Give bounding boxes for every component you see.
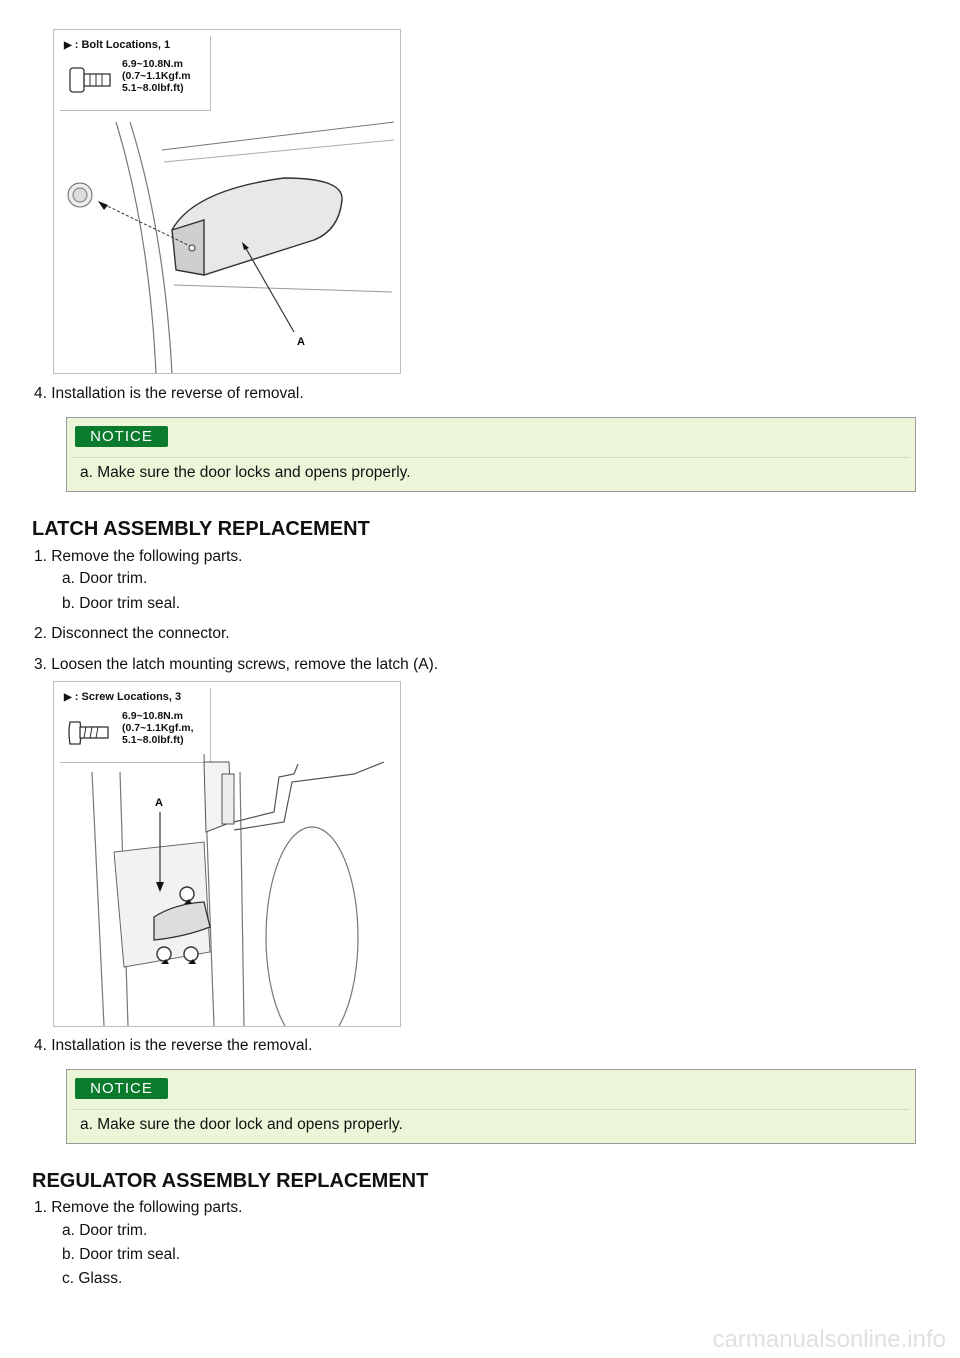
divider <box>73 1109 909 1110</box>
divider <box>73 457 909 458</box>
step-2: 2. Disconnect the connector. <box>34 625 230 642</box>
section-title-regulator: REGULATOR ASSEMBLY REPLACEMENT <box>32 1170 429 1192</box>
bolt-arrow-icon <box>98 201 108 210</box>
callout-a: A <box>155 797 163 809</box>
triangle-marker-icon: ▶ <box>64 692 72 703</box>
list-item: a. Door trim. <box>62 1222 148 1239</box>
torque-spec: 6.9~10.8N.m (0.7~1.1Kgf.m 5.1~8.0lbf.ft) <box>122 58 191 94</box>
step-3: 3. Loosen the latch mounting screws, remove the latch (A). <box>34 656 439 673</box>
step-4: 4. Installation is the reverse the removal. <box>34 1037 313 1054</box>
screw-location-figure <box>53 681 401 1027</box>
notice-box <box>66 417 916 492</box>
list-item: a. Door trim. <box>62 570 148 587</box>
torque-spec: 6.9~10.8N.m (0.7~1.1Kgf.m, 5.1~8.0lbf.ft) <box>122 710 194 746</box>
notice-badge: NOTICE <box>75 1078 168 1099</box>
latch-drawing <box>54 682 400 1026</box>
list-item: b. Door trim seal. <box>62 595 181 612</box>
notice-badge: NOTICE <box>75 426 168 447</box>
bolt-location-figure <box>53 29 401 374</box>
step-1: 1. Remove the following parts. <box>34 1199 243 1216</box>
list-item: c. Glass. <box>62 1270 123 1287</box>
watermark: carmanualsonline.info <box>712 1326 946 1353</box>
notice-text: a. Make sure the door locks and opens properly. <box>80 464 411 481</box>
step-1: 1. Remove the following parts. <box>34 548 243 565</box>
list-item: b. Door trim seal. <box>62 1246 181 1263</box>
step-4: 4. Installation is the reverse of removal. <box>34 385 304 402</box>
notice-text: a. Make sure the door lock and opens properly. <box>80 1116 403 1133</box>
door-handle-drawing <box>54 30 400 373</box>
callout-a: A <box>297 336 305 348</box>
section-title-latch: LATCH ASSEMBLY REPLACEMENT <box>32 518 370 540</box>
legend-title: : Screw Locations, 3 <box>74 691 182 703</box>
triangle-marker-icon: ▶ <box>64 40 72 51</box>
legend-title: : Bolt Locations, 1 <box>74 39 171 51</box>
notice-box <box>66 1069 916 1144</box>
